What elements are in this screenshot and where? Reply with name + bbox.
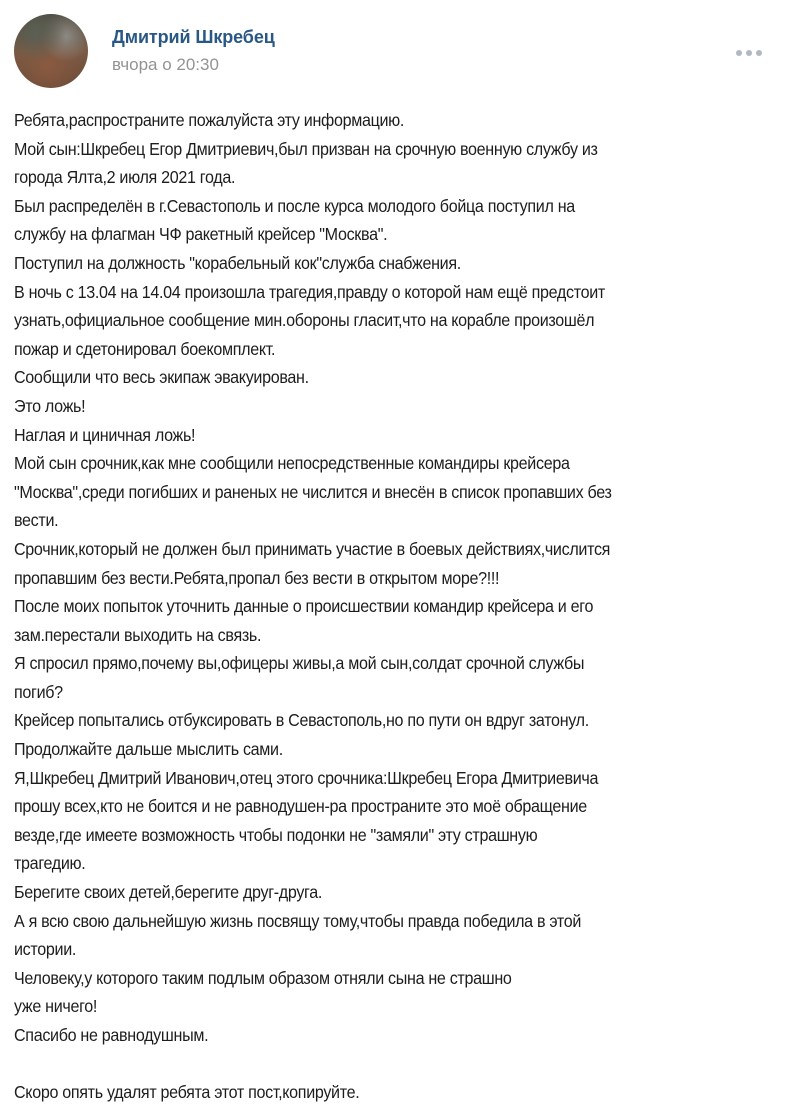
text-line: службу на флагман ЧФ ракетный крейсер "Москва". [14,224,388,245]
text-line: вести. [14,510,59,531]
avatar[interactable] [14,14,88,88]
dot [746,50,752,56]
text-line: Срочник,который не должен был принимать участие в боевых действиях,числится [14,538,611,559]
text-line [14,1050,794,1079]
text-line: Ребята,распространите пожалуйста эту информацию. [14,110,405,130]
text-line: Я спросил прямо,почему вы,офицеры живы,а мой сын,солдат срочной службы [14,653,585,674]
text-line: "Москва",среди погибших и раненых не числится и внесён в список пропавших без [14,481,612,502]
text-line: Поступил на должность "корабельный кок"служба снабжения. [14,252,461,273]
author-name[interactable]: Дмитрий Шкребец [112,27,275,47]
dot [756,50,762,56]
text-line: уже ничего! [14,996,98,1017]
text-line: Мой сын срочник,как мне сообщили непосредственные командиры крейсера [14,453,570,474]
post-text [14,106,794,1107]
text-line: Мой сын:Шкребец Егор Дмитриевич,был призван на срочную военную службу из [14,138,598,159]
text-line: Спасибо не равнодушным. [14,1025,209,1045]
text-line: Был распределён в г.Севастополь и после курса молодого бойца поступил на [14,195,575,216]
text-line: Наглая и циничная ложь! [14,424,196,445]
text-line: города Ялта,2 июля 2021 года. [14,167,236,188]
post-timestamp[interactable]: вчора о 20:30 [112,55,219,74]
text-line: Сообщили что весь экипаж эвакуирован. [14,367,309,388]
text-line: Продолжайте дальше мыслить сами. [14,739,283,760]
text-line: Крейсер попытались отбуксировать в Севастополь,но по пути он вдруг затонул. [14,710,589,731]
text-line: прошу всех,кто не боится и не равнодушен-ра пространите это моё обращение [14,796,587,817]
text-line: зам.перестали выходить на связь. [14,624,262,645]
text-line: Человеку,у которого таким подлым образом отняли сына не страшно [14,967,512,988]
text-line: пожар и сдетонировал боекомплект. [14,338,276,359]
text-line: узнать,официальное сообщение мин.обороны гласит,что на корабле произошёл [14,310,595,331]
text-line: пропавшим без вести.Ребята,пропал без вести в открытом море?!!! [14,567,500,588]
text-line: Скоро опять удалят ребята этот пост,копируйте. [14,1082,360,1103]
text-line: Я,Шкребец Дмитрий Иванович,отец этого срочника:Шкребец Егора Дмитриевича [14,767,599,788]
text-line: Берегите своих детей,берегите друг-друга. [14,882,323,903]
text-line: погиб? [14,681,63,702]
text-line: истории. [14,939,77,960]
post-header [14,14,798,90]
text-line: А я всю свою дальнейшую жизнь посвящу тому,чтобы правда победила в этой [14,910,582,931]
text-line: везде,где имеете возможность чтобы подонки не "замяли" эту страшную [14,824,538,845]
text-line: В ночь с 13.04 на 14.04 произошла трагедия,правду о которой нам ещё предстоит [14,281,605,302]
text-line: трагедию. [14,853,86,874]
text-line: Это ложь! [14,395,86,416]
ellipsis-icon[interactable] [736,49,762,57]
dot [736,50,742,56]
text-line: После моих попыток уточнить данные о происшествии командир крейсера и его [14,596,594,617]
